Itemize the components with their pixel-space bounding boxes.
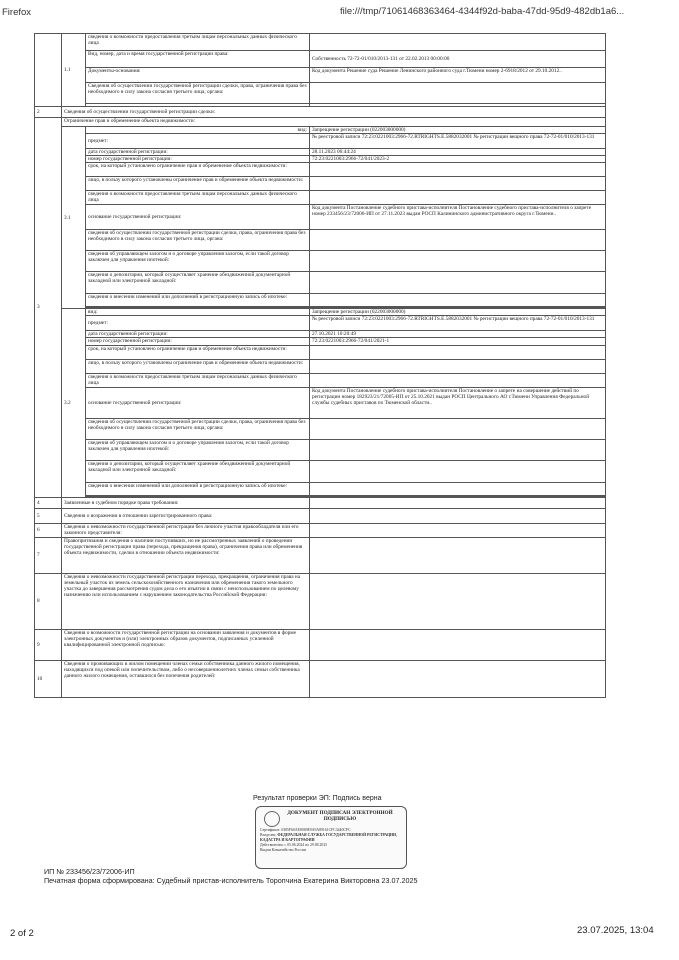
row-label: сведения о возможности предоставления третьим лицам персональных данных физического лица [86, 191, 310, 205]
row-value: № реестровой записи 72:23:0221003:2966-72.RTRIGHTS.E.5882032001 № регистрации вещного права 72-72-01/010/2013-131 [310, 134, 606, 149]
row-label: сведения об управляющем залогом и о договоре управления залогом, если такой договор заключен для управления ипотекой: [86, 251, 310, 272]
row-value [310, 345, 606, 359]
row-number: 3.2 [62, 309, 86, 497]
stamp-certificate: Сертификат: 0385F60AE8069E9A9A89161CFC3440CFC [260, 828, 351, 832]
row-value: 72:23:0221003:2966-72/041/2021-1 [310, 338, 606, 345]
stamp-owner-label: Владелец: [260, 833, 277, 837]
row-label: лицо, в пользу которого установлены ограничение прав и обременение объекта недвижимости: [86, 359, 310, 373]
row-label: лицо, в пользу которого установлены ограничение прав и обременение объекта недвижимости: [86, 177, 310, 191]
row-value [310, 230, 606, 251]
row-label: предмет: [86, 134, 310, 149]
row-label: основание государственной регистрации: [86, 205, 310, 230]
row-number: 5 [35, 508, 62, 523]
register-table [34, 33, 606, 698]
row-value [310, 294, 606, 307]
row-label: предмет: [86, 316, 310, 331]
print-form-info: Печатная форма сформирована: Судебный пристав-исполнитель Торопчина Екатерина Викторовна 23.07.2025 [44, 876, 418, 885]
row-label: Сведения об осуществлении государственной регистрации сделки, права, ограничения права без необходимого в силу закона согласия третьего лица, органа: [86, 83, 310, 104]
row-value [310, 497, 606, 508]
row-label: сведения об осуществлении государственной регистрации сделки, права, ограничения права без необходимого в силу закона согласия третьего лица, органа: [86, 230, 310, 251]
row-label: Сведения о невозможности государственной регистрации без личного участия правообладателя или его законного представителя: [62, 523, 310, 537]
row-label: сведения об управляющем залогом и о договоре управления залогом, если такой договор заключен для управления ипотекой: [86, 439, 310, 460]
row-label: дата государственной регистрации: [86, 149, 310, 156]
row-value [310, 523, 606, 537]
row-value [310, 83, 606, 104]
row-label: Сведения о проживающих в жилом помещении членах семьи собственника данного жилого помещения, находящихся под опекой или попечительством, либо о несовершеннолетних членах семьи собственника данного жилого помещения, оставшихся без попечения родителей: [62, 660, 310, 697]
e-signature-stamp [255, 806, 407, 869]
row-number: 2 [35, 107, 62, 118]
row-value [310, 163, 606, 177]
row-value: 72:23:0221003:2966-72/041/2023-2 [310, 156, 606, 163]
row-label: Правопритязания и сведения о наличии поступивших, но не рассмотренных заявлений о проведении государственной регистрации права (перехода, прекращения права), ограничения права или обременения объекта недвижимости, сделки в отношении объекта недвижимости: [62, 537, 310, 573]
page-indicator: 2 of 2 [10, 928, 34, 939]
stamp-validity: Действителен: с 05.06.2024 по 29.08.2025 [260, 843, 328, 847]
row-label: вид: [86, 309, 310, 316]
browser-url[interactable]: file:///tmp/71061468363464-4344f92d-baba-47dd-95d9-482db1a6... [340, 6, 625, 17]
row-label: сведения о возможности предоставления третьим лицам персональных данных физического лица [86, 373, 310, 387]
row-value [310, 537, 606, 573]
row-value [310, 34, 606, 51]
row-number: 3.1 [62, 127, 86, 309]
row-value [310, 177, 606, 191]
row-label: сведения о возможности предоставления третьим лицам персональных данных физического лица [86, 34, 310, 51]
row-label: Вид, номер, дата и время государственной регистрации права: [86, 51, 310, 68]
signature-block [250, 795, 410, 869]
row-value: Код документа Постановление судебного пристава-исполнителя Постановление о запрете на совершение действий по регистрации номер 182923/21/72005-ИП от 25.10.2021 выдан РОСП Центрального АО г.Тюмени Управления Федеральной службы судебных приставов по Тюменской области.. [310, 387, 606, 418]
row-number: 1.1 [62, 34, 86, 107]
row-label: сведения о депозитарии, который осуществляет хранение обездвиженной документарной закладной или электронной закладной: [86, 460, 310, 482]
row-value [310, 418, 606, 439]
row-value: 27.10.2021 10:20:49 [310, 331, 606, 338]
row-value [310, 660, 606, 697]
row-label: сведения о внесении изменений или дополнений в регистрационную запись об ипотеке: [86, 482, 310, 495]
row-number: 9 [35, 629, 62, 660]
row-label: Сведения об осуществлении государственной регистрации сделки: [62, 107, 606, 118]
row-value: 28.11.2023 06:44:24 [310, 149, 606, 156]
row-value [310, 439, 606, 460]
row-label: Сведения о возможности государственной регистрации на основании заявления и документов в форме электронных документов и (или) электронных образов документов, подписанных усиленной квалифицированной электронной подписью: [62, 629, 310, 660]
row-value: № реестровой записи 72:23:0221003:2966-72.RTRIGHTS.E.5882032001 № регистрации вещного права 72-72-01/010/2013-131 [310, 316, 606, 331]
stamp-title: ДОКУМЕНТ ПОДПИСАН ЭЛЕКТРОННОЙ ПОДПИСЬЮ [287, 810, 393, 822]
row-number: 10 [35, 660, 62, 697]
signature-check-result: Результат проверки ЭП: Подпись верна [253, 795, 382, 802]
row-label: дата государственной регистрации: [86, 331, 310, 338]
row-value [310, 272, 606, 294]
stamp-issuer: Выдан Казначейство России [260, 848, 306, 852]
row-label: сведения об осуществлении государственной регистрации сделки, права, ограничения права без необходимого в силу закона согласия третьего лица, органа: [86, 418, 310, 439]
row-label: сведения о депозитарии, который осуществляет хранение обездвиженной документарной закладной или электронной закладной: [86, 272, 310, 294]
row-value: Код документа Решение суда Решение Ленинского районного суда г.Тюмени номер 2-6918/2012 от 29.10.2012.. [310, 68, 606, 83]
row-value [310, 191, 606, 205]
row-label: Ограничение прав и обременение объекта недвижимости: [62, 118, 606, 127]
row-value [310, 482, 606, 495]
row-value [310, 373, 606, 387]
row-label: Сведения о возражении в отношении зарегистрированного права: [62, 508, 310, 523]
row-number: 4 [35, 497, 62, 508]
row-value: Код документа Постановление судебного пристава-исполнителя Постановление судебного пристава-исполнителя о запрете номер 233456/23/72006-ИП от 27.11.2023 выдан РОСП Калининского административного округа г.Тюмени.. [310, 205, 606, 230]
row-label: срок, на который установлено ограничение прав и обременение объекта недвижимости: [86, 163, 310, 177]
row-value [310, 460, 606, 482]
stamp-owner: ФЕДЕРАЛЬНАЯ СЛУЖБА ГОСУДАРСТВЕННОЙ РЕГИСТРАЦИИ, КАДАСТРА И КАРТОГРАФИИ [260, 833, 397, 842]
row-label: срок, на который установлено ограничение прав и обременение объекта недвижимости: [86, 345, 310, 359]
ip-number: ИП № 233456/23/72006-ИП [44, 867, 135, 876]
row-value: Запрещение регистрации (022003000000) [310, 127, 606, 134]
row-number: 6 [35, 523, 62, 537]
section-1-cell [35, 34, 62, 107]
row-number: 7 [35, 537, 62, 573]
row-number: 3 [35, 118, 62, 498]
row-value [310, 359, 606, 373]
row-label: Документы-основания: [86, 68, 310, 83]
row-label: Сведения о невозможности государственной регистрации перехода, прекращения, ограничения права на земельный участок из земель сельскохозяйственного назначения или обременения такого земельного участка до завершения рассмотрения судом дела о его изъятии в связи с неиспользованием по целевому назначению или использованием с нарушением законодательства Российской Федерации: [62, 573, 310, 629]
print-note [44, 867, 417, 885]
row-value [310, 629, 606, 660]
row-label: номер государственной регистрации: [86, 338, 310, 345]
row-value: Собственность 72-72-01/010/2013-131 от 22.02.2013 00:00:00 [310, 51, 606, 68]
print-datetime: 23.07.2025, 13:04 [577, 925, 654, 936]
row-label: Заявленные в судебном порядке права требования: [62, 497, 310, 508]
row-label: основание государственной регистрации: [86, 387, 310, 418]
row-number: 8 [35, 573, 62, 629]
row-value [310, 508, 606, 523]
row-label: сведения о внесении изменений или дополнений в регистрационную запись об ипотеке: [86, 294, 310, 307]
row-value [310, 251, 606, 272]
row-value: Запрещение регистрации (022003000000) [310, 309, 606, 316]
row-label: вид: [86, 127, 310, 134]
browser-app-name: Firefox [2, 7, 32, 18]
row-value [310, 573, 606, 629]
row-label: номер государственной регистрации: [86, 156, 310, 163]
